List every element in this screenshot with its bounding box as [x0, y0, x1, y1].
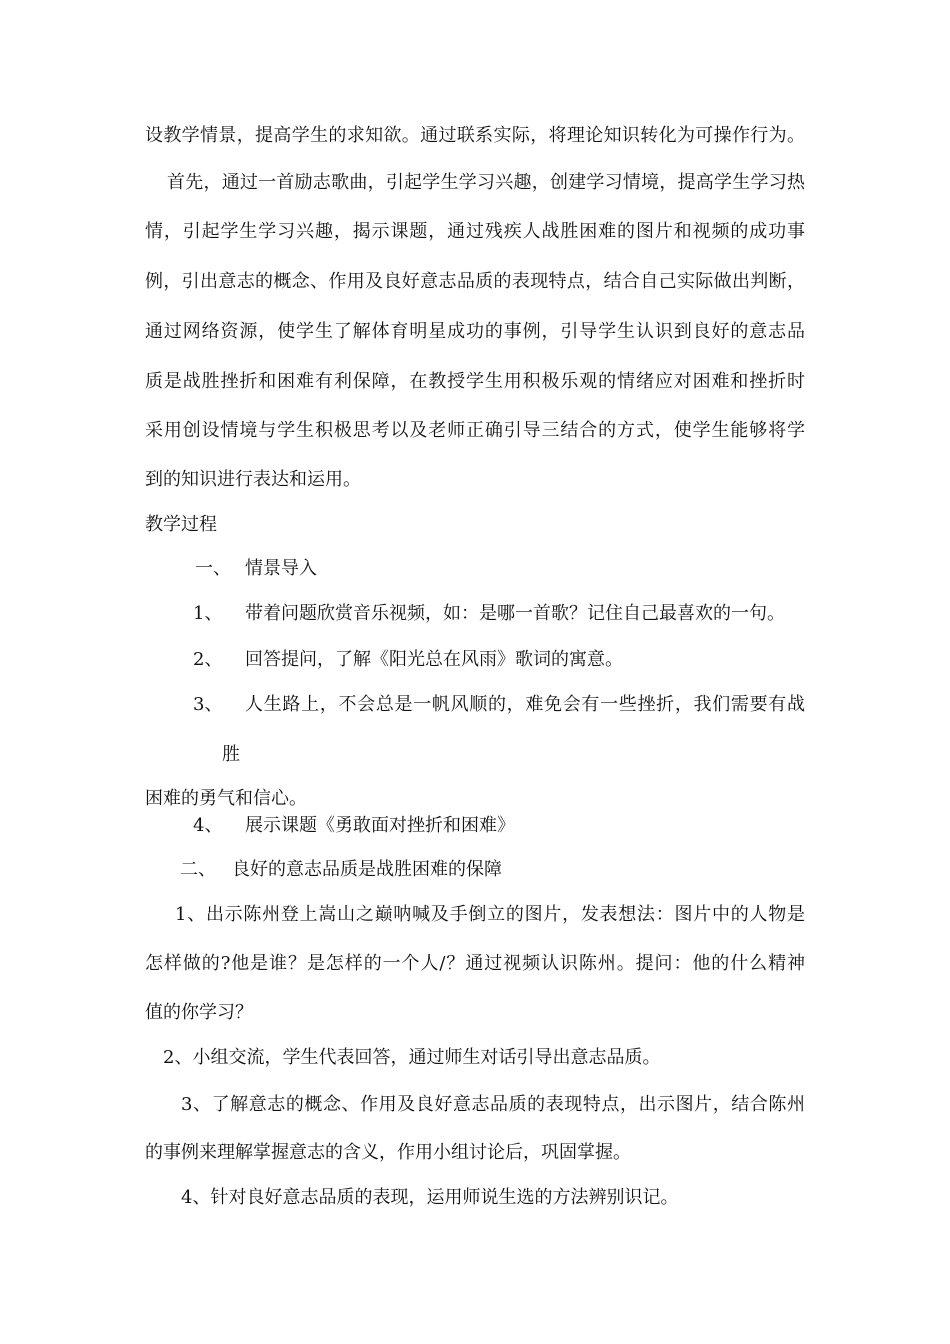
item3-continuation: 困难的勇气和信心。 — [145, 788, 307, 809]
section2-p4: 4、针对良好意志品质的表现，运用师说生选的方法辨别识记。 — [181, 1187, 679, 1208]
intro-line-1: 设教学情景，提高学生的求知欲。通过联系实际，将理论知识转化为可操作行为。 — [145, 125, 805, 146]
section2-number: 二、 — [180, 859, 216, 880]
item2-number: 2、 — [193, 649, 223, 670]
section1-title: 情景导入 — [245, 558, 317, 579]
section2-p1-line2: 怎样做的?他是谁？是怎样的一个人/？通过视频认识陈州。提问：他的什么精神 — [145, 953, 805, 974]
section2-p3-line1: 3、了解意志的概念、作用及良好意志品质的表现特点，出示图片，结合陈州 — [181, 1094, 805, 1115]
section2-p2: 2、小组交流，学生代表回答，通过师生对话引导出意志品质。 — [163, 1047, 661, 1068]
item1-number: 1、 — [193, 603, 223, 624]
item4-number: 4、 — [193, 815, 223, 836]
item2-text: 回答提问，了解《阳光总在风雨》歌词的寓意。 — [245, 649, 623, 670]
intro-line-5: 通过网络资源，使学生了解体育明星成功的事例，引导学生认识到良好的意志品 — [145, 321, 805, 342]
process-heading: 教学过程 — [145, 514, 217, 535]
item3-wrap: 胜 — [222, 744, 240, 765]
intro-line-3: 情，引起学生学习兴趣，揭示课题，通过残疾人战胜困难的图片和视频的成功事 — [145, 221, 805, 242]
item1-text: 带着问题欣赏音乐视频，如：是哪一首歌？记住自己最喜欢的一句。 — [245, 603, 785, 624]
item4-text: 展示课题《勇敢面对挫折和困难》 — [245, 815, 515, 836]
intro-line-2: 首先，通过一首励志歌曲，引起学生学习兴趣，创建学习情境，提高学生学习热 — [167, 172, 805, 193]
section2-title: 良好的意志品质是战胜困难的保障 — [232, 859, 502, 880]
section2-p3-line2: 的事例来理解掌握意志的含义，作用小组讨论后，巩固掌握。 — [145, 1142, 631, 1163]
intro-line-4: 例，引出意志的概念、作用及良好意志品质的表现特点，结合自己实际做出判断， — [145, 271, 805, 292]
section2-p1-line1: 1、出示陈州登上嵩山之巅呐喊及手倒立的图片，发表想法：图片中的人物是 — [175, 904, 805, 925]
intro-line-7: 采用创设情境与学生积极思考以及老师正确引导三结合的方式，使学生能够将学 — [145, 420, 805, 441]
intro-line-6: 质是战胜挫折和困难有利保障，在教授学生用积极乐观的情绪应对困难和挫折时 — [145, 371, 805, 392]
section2-p1-line3: 值的你学习？ — [145, 1002, 253, 1023]
intro-line-8: 到的知识进行表达和运用。 — [145, 469, 361, 490]
item3-number: 3、 — [193, 694, 223, 715]
section1-number: 一、 — [195, 558, 231, 579]
item3-text: 人生路上，不会总是一帆风顺的，难免会有一些挫折，我们需要有战 — [245, 694, 805, 715]
